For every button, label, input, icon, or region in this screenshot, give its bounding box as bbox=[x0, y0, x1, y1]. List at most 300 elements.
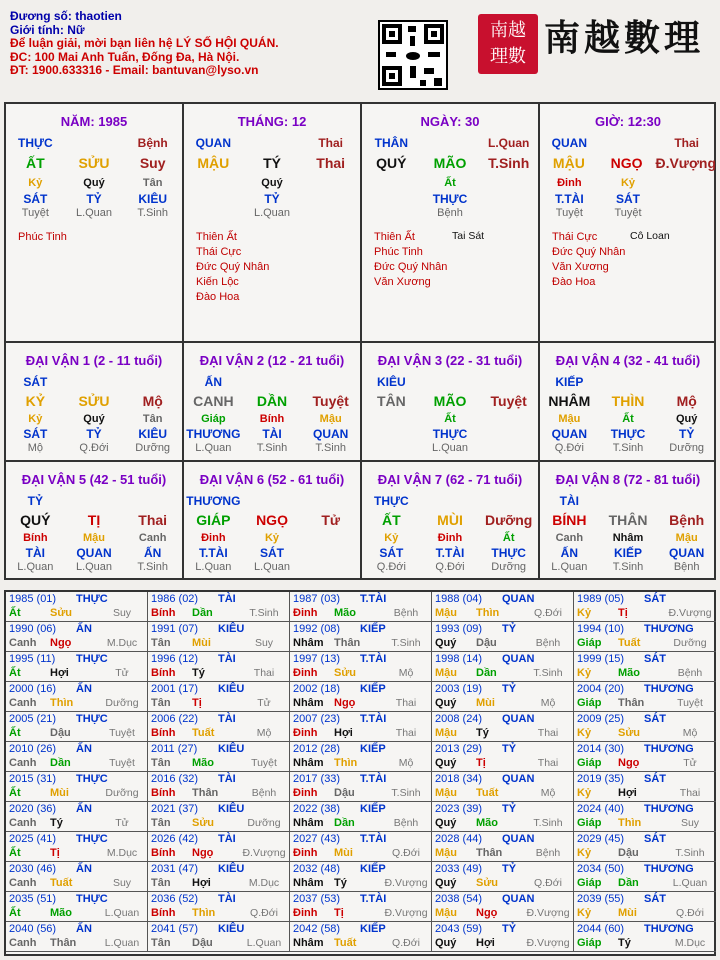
pillar-2-stars bbox=[196, 230, 269, 305]
year-phase: Bệnh bbox=[677, 667, 703, 679]
year-stem: Canh bbox=[9, 817, 37, 829]
year-label: 1991 (07) bbox=[151, 623, 199, 635]
pillar-3-cell-3-3 bbox=[479, 177, 538, 189]
dai-van-1-cell-3-2: Quý bbox=[83, 413, 105, 425]
dai-van-8-title: ĐẠI VẬN 8 (72 - 81 tuổi) bbox=[555, 472, 701, 487]
phone-email: ĐT: 1900.633316 - Email: bantuvan@lyso.vn bbox=[10, 63, 259, 77]
pillar-3-cell-3-2: Ất bbox=[444, 177, 456, 189]
year-cell bbox=[290, 652, 432, 682]
dai-van-5-row-1 bbox=[6, 494, 182, 508]
pillar-2-cell-2-2: TÝ bbox=[263, 155, 281, 171]
year-god: KIẾP bbox=[360, 863, 386, 875]
pillar-2 bbox=[184, 104, 360, 341]
year-god: THỰC bbox=[76, 833, 108, 845]
year-phase: Q.Đới bbox=[534, 877, 562, 889]
year-god: ẤN bbox=[76, 803, 92, 815]
year-label: 2031 (47) bbox=[151, 863, 199, 875]
pillar-3-row-2 bbox=[362, 155, 538, 171]
pillar-3-row-3 bbox=[362, 177, 538, 189]
pillar-1-cell-3-1: Kỷ bbox=[28, 177, 43, 189]
year-phase: Tử bbox=[257, 697, 271, 709]
year-god: TỶ bbox=[502, 923, 517, 935]
year-god: QUAN bbox=[502, 653, 535, 665]
year-god: TÀI bbox=[218, 773, 236, 785]
dai-van-1-row-2 bbox=[6, 393, 182, 409]
year-label: 1995 (11) bbox=[9, 653, 56, 665]
dai-van-3-cell-4-1 bbox=[362, 427, 421, 441]
year-branch: Sửu bbox=[334, 667, 357, 679]
year-branch: Tị bbox=[618, 607, 628, 619]
pillar-1-cell-1-3: Bệnh bbox=[137, 136, 168, 150]
year-cell bbox=[6, 862, 148, 892]
year-cell bbox=[148, 592, 290, 622]
dai-van-1-cell-4-1: SÁT bbox=[23, 427, 48, 441]
year-label: 2033 (49) bbox=[435, 863, 483, 875]
year-stem: Nhâm bbox=[293, 637, 324, 649]
dai-van-3 bbox=[362, 343, 538, 460]
year-phase: Q.Đới bbox=[534, 607, 562, 619]
year-branch: Hợi bbox=[50, 667, 69, 679]
dai-van-2 bbox=[184, 343, 360, 460]
dai-van-5-cell-5-2: L.Quan bbox=[75, 561, 113, 573]
star-item: Thái Cực bbox=[552, 231, 598, 243]
year-branch: Ngọ bbox=[476, 907, 498, 919]
dai-van-6-cell-3-1: Đinh bbox=[201, 532, 226, 544]
dai-van-8-cell-5-2: T.Sinh bbox=[612, 561, 644, 573]
year-branch: Thìn bbox=[192, 907, 216, 919]
year-god: THƯƠNG bbox=[644, 863, 694, 875]
year-branch: Thân bbox=[50, 937, 77, 949]
pillar-3 bbox=[362, 104, 538, 341]
year-stem: Đinh bbox=[293, 847, 318, 859]
year-label: 2000 (16) bbox=[9, 683, 57, 695]
pillar-1-cell-1-2 bbox=[65, 136, 124, 150]
pillar-4-cell-1-2 bbox=[599, 136, 658, 150]
year-label: 2009 (25) bbox=[577, 713, 625, 725]
year-phase: Đ.Vượng bbox=[526, 907, 570, 919]
year-phase: Dưỡng bbox=[673, 637, 707, 649]
year-god: QUAN bbox=[502, 893, 535, 905]
dai-van-2-cell-3-2: Bính bbox=[259, 413, 285, 425]
dai-van-3-cell-2-1: TÂN bbox=[376, 393, 406, 409]
year-label: 2019 (35) bbox=[577, 773, 625, 785]
year-stem: Bính bbox=[151, 607, 176, 619]
dai-van-7-cell-2-2: MÙI bbox=[437, 512, 463, 528]
dai-van-3-cell-2-2: MÃO bbox=[433, 393, 467, 409]
pillar-2-cell-5-2: L.Quan bbox=[253, 207, 291, 219]
year-cell bbox=[574, 712, 716, 742]
dai-van-8-cell-2-2: THÂN bbox=[608, 512, 648, 528]
pillar-4-stars bbox=[552, 230, 625, 290]
dai-van-1-row-5 bbox=[6, 442, 182, 454]
year-phase: T.Sinh bbox=[675, 847, 705, 859]
year-cell bbox=[574, 592, 716, 622]
year-branch: Tý bbox=[192, 667, 205, 679]
pillar-4-row-1 bbox=[540, 136, 716, 150]
dai-van-8-cell-3-1: Canh bbox=[555, 532, 584, 544]
dai-van-2-cell-5-3: T.Sinh bbox=[315, 442, 346, 454]
year-stem: Canh bbox=[9, 757, 37, 769]
dai-van-5-cell-4-2: QUAN bbox=[76, 546, 112, 560]
dai-van-8-row-3 bbox=[540, 532, 716, 544]
year-branch: Dậu bbox=[476, 637, 497, 649]
year-cell bbox=[148, 772, 290, 802]
dai-van-7-cell-2-1: ẤT bbox=[382, 512, 401, 528]
pillar-1-cell-4-1: SÁT bbox=[23, 192, 48, 206]
year-stem: Mậu bbox=[435, 847, 457, 859]
dai-van-6-cell-2-3: Tử bbox=[321, 512, 341, 528]
year-stem: Bính bbox=[151, 727, 176, 739]
star-item: Đức Quý Nhân bbox=[374, 261, 448, 273]
dai-van-8-cell-4-1: ẤN bbox=[560, 546, 578, 560]
dai-van-7-row-5 bbox=[362, 561, 538, 573]
year-stem: Kỷ bbox=[577, 847, 592, 859]
year-stem: Quý bbox=[435, 757, 457, 769]
year-cell bbox=[432, 682, 574, 712]
year-stem: Ất bbox=[9, 787, 21, 799]
pillar-2-cell-5-1 bbox=[184, 207, 243, 219]
dai-van-3-cell-2-3: Tuyệt bbox=[490, 393, 527, 409]
year-god: T.TÀI bbox=[360, 653, 387, 665]
year-stem: Tân bbox=[151, 757, 171, 769]
year-label: 2017 (33) bbox=[293, 773, 341, 785]
year-label: 2012 (28) bbox=[293, 743, 341, 755]
dai-van-6-cell-5-1: L.Quan bbox=[195, 561, 232, 573]
dai-van-6-row-5 bbox=[184, 561, 360, 573]
year-stem: Canh bbox=[9, 697, 37, 709]
year-stem: Ất bbox=[9, 847, 21, 859]
year-label: 2002 (18) bbox=[293, 683, 341, 695]
year-cell bbox=[290, 622, 432, 652]
dai-van-2-row-2 bbox=[184, 393, 360, 409]
year-god: TÀI bbox=[218, 713, 236, 725]
year-cell bbox=[148, 682, 290, 712]
year-cell bbox=[148, 802, 290, 832]
year-god: QUAN bbox=[502, 833, 535, 845]
owner-name: Đương số: thaotien bbox=[10, 9, 122, 23]
dai-van-7-cell-1-2 bbox=[421, 494, 480, 508]
dai-van-2-cell-3-3: Mậu bbox=[319, 413, 342, 425]
dai-van-5-cell-5-3: T.Sinh bbox=[137, 561, 168, 573]
year-god: T.TÀI bbox=[360, 713, 387, 725]
dai-van-3-cell-3-2: Ất bbox=[444, 413, 456, 425]
dai-van-5-cell-4-1: TÀI bbox=[25, 546, 45, 560]
year-label: 2037 (53) bbox=[293, 893, 341, 905]
year-phase: Thai bbox=[395, 727, 417, 739]
dai-van-2-row-4 bbox=[184, 427, 360, 441]
year-cell bbox=[290, 772, 432, 802]
pillar-2-cell-2-1: MẬU bbox=[197, 155, 230, 171]
year-label: 2034 (50) bbox=[577, 863, 625, 875]
year-stem: Ất bbox=[9, 907, 21, 919]
dai-van-7-cell-4-2: T.TÀI bbox=[435, 546, 465, 560]
year-stem: Bính bbox=[151, 667, 176, 679]
year-label: 1986 (02) bbox=[151, 593, 199, 605]
dai-van-1-cell-4-3: KIÊU bbox=[138, 427, 168, 441]
year-stem: Ất bbox=[9, 607, 21, 619]
year-branch: Hợi bbox=[618, 787, 637, 799]
year-phase: M.Dục bbox=[106, 637, 138, 649]
year-label: 1996 (12) bbox=[151, 653, 199, 665]
dai-van-4-row-1 bbox=[540, 375, 716, 389]
year-god: KIÊU bbox=[218, 623, 245, 635]
year-branch: Mão bbox=[334, 607, 356, 619]
year-branch: Sửu bbox=[50, 607, 73, 619]
year-cell bbox=[148, 652, 290, 682]
year-branch: Tý bbox=[476, 727, 489, 739]
pillar-2-cell-1-1: QUAN bbox=[195, 136, 231, 150]
dai-van-6-cell-5-2: L.Quan bbox=[253, 561, 291, 573]
year-cell bbox=[6, 802, 148, 832]
pillar-2-row-2 bbox=[184, 155, 360, 171]
year-phase: Mộ bbox=[540, 787, 556, 799]
dai-van-3-cell-1-3 bbox=[479, 375, 538, 389]
year-cell bbox=[574, 682, 716, 712]
year-god: SÁT bbox=[644, 893, 666, 905]
year-label: 2003 (19) bbox=[435, 683, 483, 695]
year-phase: L.Quan bbox=[104, 907, 140, 919]
dai-van-5-cell-3-3: Canh bbox=[138, 532, 167, 544]
pillar-1-cell-2-3: Suy bbox=[139, 155, 166, 171]
year-god: T.TÀI bbox=[360, 893, 387, 905]
year-phase: L.Quan bbox=[672, 877, 708, 889]
dai-van-1-cell-4-2: TỶ bbox=[86, 427, 102, 441]
year-branch: Dậu bbox=[334, 787, 355, 799]
year-cell bbox=[432, 802, 574, 832]
dai-van-6-row-3 bbox=[184, 532, 360, 544]
dai-van-2-row-3 bbox=[184, 413, 360, 425]
year-phase: Dưỡng bbox=[105, 697, 139, 709]
dai-van-5-row-3 bbox=[6, 532, 182, 544]
dai-van-3-cell-4-2: THỰC bbox=[432, 427, 468, 441]
pillar-4-cell-3-1: Đinh bbox=[557, 177, 582, 189]
annual-luck-table bbox=[4, 590, 716, 956]
year-cell bbox=[432, 832, 574, 862]
year-god: QUAN bbox=[502, 773, 535, 785]
year-label: 2016 (32) bbox=[151, 773, 199, 785]
year-cell bbox=[6, 592, 148, 622]
year-cell bbox=[6, 832, 148, 862]
dai-van-7-row-3 bbox=[362, 532, 538, 544]
pillar-2-cell-5-3 bbox=[301, 207, 360, 219]
dai-van-1-cell-1-2 bbox=[65, 375, 124, 389]
dai-van-1-cell-5-1: Mộ bbox=[27, 442, 43, 454]
year-stem: Ất bbox=[9, 667, 21, 679]
year-god: KIẾP bbox=[360, 683, 386, 695]
year-god: THƯƠNG bbox=[644, 743, 694, 755]
dai-van-8-row-5 bbox=[540, 561, 716, 573]
year-phase: Thai bbox=[537, 757, 559, 769]
year-branch: Sửu bbox=[618, 727, 641, 739]
year-cell bbox=[148, 712, 290, 742]
year-stem: Kỷ bbox=[577, 667, 592, 679]
pillar-1-cell-5-3: T.Sinh bbox=[137, 207, 168, 219]
star-item: Văn Xương bbox=[552, 261, 609, 273]
year-cell bbox=[432, 712, 574, 742]
year-phase: T.Sinh bbox=[391, 787, 421, 799]
dai-van-4-cell-3-2: Ất bbox=[622, 413, 634, 425]
year-label: 1990 (06) bbox=[9, 623, 57, 635]
pillar-2-title: THÁNG: 12 bbox=[237, 114, 307, 129]
year-god: KIẾP bbox=[360, 803, 386, 815]
dai-van-8-cell-2-1: BÍNH bbox=[552, 512, 587, 528]
pillar-3-stars bbox=[374, 230, 447, 290]
pillar-1-row-5 bbox=[6, 207, 182, 219]
year-branch: Thìn bbox=[476, 607, 500, 619]
year-cell bbox=[148, 832, 290, 862]
dai-van-6-cell-2-2: NGỌ bbox=[256, 512, 288, 528]
dai-van-4-cell-5-3: Dưỡng bbox=[669, 442, 705, 454]
year-cell bbox=[290, 592, 432, 622]
year-label: 1998 (14) bbox=[435, 653, 483, 665]
dai-van-8 bbox=[540, 462, 716, 579]
dai-van-2-cell-4-3: QUAN bbox=[313, 427, 349, 441]
year-branch: Thìn bbox=[50, 697, 74, 709]
year-label: 1993 (09) bbox=[435, 623, 483, 635]
year-branch: Tuất bbox=[476, 787, 499, 799]
year-god: QUAN bbox=[502, 713, 535, 725]
year-label: 2024 (40) bbox=[577, 803, 625, 815]
pillar-2-row-1 bbox=[184, 136, 360, 150]
pillar-4-cell-5-1: Tuyệt bbox=[555, 207, 583, 219]
dai-van-8-cell-5-3: Bệnh bbox=[673, 561, 700, 573]
year-stem: Giáp bbox=[577, 937, 602, 949]
year-phase: Mộ bbox=[540, 697, 556, 709]
year-branch: Dần bbox=[192, 607, 213, 619]
pillar-2-cell-4-2: TỶ bbox=[264, 192, 280, 206]
year-label: 2014 (30) bbox=[577, 743, 625, 755]
pillar-3-cell-1-2 bbox=[421, 136, 480, 150]
pillar-2-cell-2-3: Thai bbox=[316, 155, 346, 171]
year-phase: L.Quan bbox=[104, 937, 140, 949]
year-label: 2001 (17) bbox=[151, 683, 199, 695]
pillar-3-cell-1-1: THÂN bbox=[374, 136, 408, 150]
dai-van-3-title: ĐẠI VẬN 3 (22 - 31 tuổi) bbox=[377, 353, 523, 368]
year-branch: Tý bbox=[50, 817, 63, 829]
star-item: Thái Cực bbox=[196, 246, 242, 258]
year-god: THƯƠNG bbox=[644, 623, 694, 635]
pillar-3-cell-2-3: T.Sinh bbox=[488, 155, 530, 171]
pillar-1-row-1 bbox=[6, 136, 182, 150]
year-stem: Mậu bbox=[435, 787, 457, 799]
dai-van-4-cell-3-3: Quý bbox=[675, 413, 698, 425]
year-god: T.TÀI bbox=[360, 593, 387, 605]
year-label: 2036 (52) bbox=[151, 893, 199, 905]
dai-van-4-cell-3-1: Mậu bbox=[558, 413, 581, 425]
pillar-2-cell-3-1 bbox=[184, 177, 243, 189]
dai-van-4 bbox=[540, 343, 716, 460]
year-god: KIÊU bbox=[218, 683, 245, 695]
year-cell bbox=[290, 892, 432, 922]
year-stem: Quý bbox=[435, 937, 457, 949]
dai-van-1-cell-5-2: Q.Đới bbox=[79, 442, 109, 454]
year-stem: Đinh bbox=[293, 787, 318, 799]
year-phase: Bệnh bbox=[393, 607, 419, 619]
pillar-4-row-4 bbox=[540, 192, 716, 206]
year-god: SÁT bbox=[644, 593, 666, 605]
year-branch: Mão bbox=[50, 907, 72, 919]
dai-van-2-cell-2-3: Tuyệt bbox=[312, 393, 349, 409]
dai-van-6-title: ĐẠI VẬN 6 (52 - 61 tuổi) bbox=[199, 472, 345, 487]
star-item: Phúc Tinh bbox=[374, 246, 423, 258]
pillar-1-cell-2-2: SỬU bbox=[78, 155, 110, 171]
year-branch: Mão bbox=[476, 817, 498, 829]
dai-van-6-row-4 bbox=[184, 546, 360, 560]
year-branch: Thìn bbox=[334, 757, 358, 769]
year-stem: Canh bbox=[9, 877, 37, 889]
year-phase: Tử bbox=[683, 757, 697, 769]
dai-van-7-cell-3-1: Kỷ bbox=[384, 532, 399, 544]
pillar-3-cell-1-3: L.Quan bbox=[488, 136, 530, 150]
year-phase: Mộ bbox=[398, 667, 414, 679]
year-stem: Kỷ bbox=[577, 727, 592, 739]
year-label: 2023 (39) bbox=[435, 803, 483, 815]
dai-van-3-row-5 bbox=[362, 442, 538, 454]
year-stem: Ất bbox=[9, 727, 21, 739]
dai-van-5-row-5 bbox=[6, 561, 182, 573]
dai-van-6-row-1 bbox=[184, 494, 360, 508]
dai-van-3-row-2 bbox=[362, 393, 538, 409]
dai-van-4-row-5 bbox=[540, 442, 716, 454]
dai-van-2-cell-5-2: T.Sinh bbox=[256, 442, 288, 454]
dai-van-8-cell-3-2: Nhâm bbox=[612, 532, 644, 544]
dai-van-4-cell-4-3: TỶ bbox=[679, 427, 695, 441]
dai-van-2-cell-2-1: CANH bbox=[193, 393, 234, 409]
pillar-3-cell-4-2: THỰC bbox=[432, 192, 468, 206]
year-cell bbox=[148, 742, 290, 772]
pillar-1-cell-4-2: TỶ bbox=[86, 192, 102, 206]
pillar-2-cell-4-3 bbox=[301, 192, 360, 206]
year-cell bbox=[290, 712, 432, 742]
year-label: 2008 (24) bbox=[435, 713, 483, 725]
dai-van-5-cell-1-3 bbox=[123, 494, 182, 508]
year-cell bbox=[290, 862, 432, 892]
dai-van-2-cell-1-1: ẤN bbox=[204, 375, 222, 389]
dai-van-6-cell-3-3 bbox=[301, 532, 360, 544]
dai-van-1-cell-2-1: KỶ bbox=[25, 393, 46, 409]
year-stem: Nhâm bbox=[293, 937, 324, 949]
year-god: TÀI bbox=[218, 833, 236, 845]
year-stem: Tân bbox=[151, 697, 171, 709]
year-phase: Q.Đới bbox=[392, 847, 420, 859]
dai-van-6-cell-4-3 bbox=[301, 546, 360, 560]
year-phase: Suy bbox=[680, 817, 700, 829]
year-god: TỶ bbox=[502, 743, 517, 755]
dai-van-5-cell-2-2: TỊ bbox=[87, 512, 101, 528]
dai-van-3-cell-4-3 bbox=[479, 427, 538, 441]
year-god: T.TÀI bbox=[360, 773, 387, 785]
year-label: 2044 (60) bbox=[577, 923, 625, 935]
year-god: ẤN bbox=[76, 923, 92, 935]
year-stem: Nhâm bbox=[293, 877, 324, 889]
dai-van-8-row-4 bbox=[540, 546, 716, 560]
year-phase: Mộ bbox=[682, 727, 698, 739]
year-god: KIẾP bbox=[360, 923, 386, 935]
dai-van-3-cell-1-2 bbox=[421, 375, 480, 389]
year-branch: Mùi bbox=[192, 637, 211, 649]
year-stem: Đinh bbox=[293, 727, 318, 739]
year-god: ẤN bbox=[76, 683, 92, 695]
dai-van-8-cell-1-2 bbox=[599, 494, 658, 508]
pillar-2-cell-3-3 bbox=[301, 177, 360, 189]
year-stem: Giáp bbox=[577, 697, 602, 709]
year-cell bbox=[148, 862, 290, 892]
gender: Giới tính: Nữ bbox=[10, 22, 85, 37]
year-cell bbox=[290, 922, 432, 952]
dai-van-2-row-5 bbox=[184, 442, 360, 454]
pillar-4-cell-2-3: Đ.Vượng bbox=[655, 155, 717, 171]
year-god: KIẾP bbox=[360, 743, 386, 755]
